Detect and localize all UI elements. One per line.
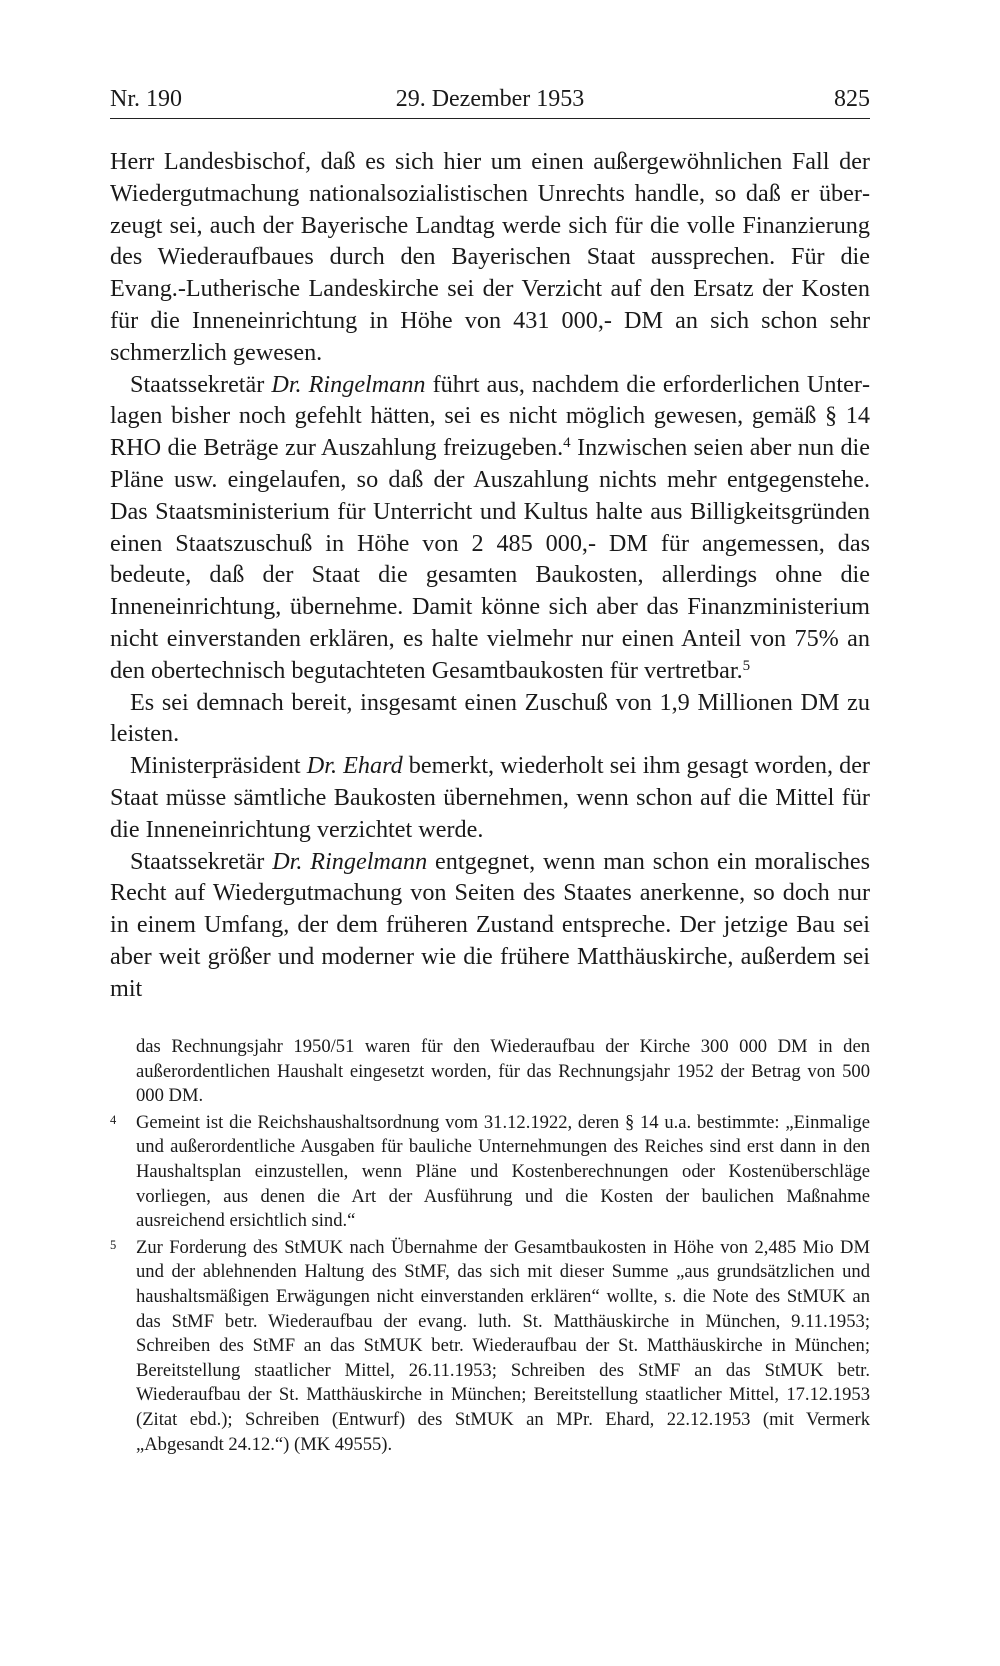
paragraph-4: [110, 750, 870, 845]
paragraph-2-text-c: Inzwischen seien aber nun die Pläne usw. eingelaufen, so daß der Auszahlung nichts mehr entgegenstehe. Das Staatsministerium für Unterricht und Kultus halte aus Billigkeitsgründen einen Staatszuschuß in Höhe von 2 485 000,- DM für angemessen, das bedeute, daß der Staat die gesamten Baukosten, allerdings ohne die Inneneinrichtung, übernehme. Damit könne sich aber das Finanzministerium nicht einverstanden erklären, es halte vielmehr nur einen Anteil von 75% an den obertechnisch begutachteten Gesamtbaukosten für vertretbar.: [110, 434, 870, 684]
document-number: Nr. 190: [110, 86, 182, 112]
paragraph-1: Herr Landesbischof, daß es sich hier um einen außergewöhnlichen Fall der Wiedergutmachung nationalsozialistischen Unrechts handle, so daß er überzeugt sei, auch der Bayerische Landtag werde sich für die volle Finanzierung des Wiederaufbaues durch den Bayerischen Staat aussprechen. Für die Evang.-Lutherische Landeskirche sei der Verzicht auf den Ersatz der Kosten für die Inneneinrichtung in Höhe von 431 000,- DM an sich schon sehr schmerzlich gewesen.: [110, 148, 870, 366]
paragraph-2-text-a: Staatssekretär: [130, 370, 272, 398]
footnote-5: [110, 1236, 870, 1457]
footnote-text: Zur Forderung des StMUK nach Übernahme der Gesamtbaukosten in Höhe von 2,485 Mio DM und der ablehnenden Haltung des StMF, das sich mit dieser Summe „aus grundsätzlichen und haushaltsmäßigen Erwägungen nicht einverstanden erklären“ wollte, s. die Note des StMUK an das StMF betr. Wiederaufbau der evang. luth. St. Matthäuskirche in München, 9.11.1953; Schreiben des StMF an das StMUK betr. Wiederaufbau der St. Matthäuskirche in München; Bereitstellung staatlicher Mittel, 26.11.1953; Schreiben des StMF an das StMUK betr. Wiederaufbau der St. Matthäuskirche in München; Bereitstellung staatlicher Mittel, 17.12.1953 (Zitat ebd.); Schreiben (Entwurf) des StMUK an MPr. Ehard, 22.12.1953 (mit Vermerk „Abgesandt 24.12.“) (MK 49555).: [136, 1236, 870, 1455]
footnote-4: [110, 1111, 870, 1234]
footnote-text: Gemeint ist die Reichshaushaltsordnung vom 31.12.1922, deren § 14 u.a. bestimmte: „Einmalige und außerordentliche Ausgaben für bauliche Unternehmungen des Reiches sind erst dann in den Haushaltsplan einzustellen, wenn Pläne und Kostenberechnungen oder Kostenüberschläge vorliegen, aus denen die Art der Ausführung und die Kosten der baulichen Maßnahme ausreichend ersichtlich sind.“: [136, 1111, 870, 1232]
speaker-name: Dr. Ringelmann: [272, 847, 428, 875]
paragraph-2: [110, 369, 870, 687]
paragraph-5: [110, 846, 870, 1005]
footnote-ref-4: 4: [563, 435, 571, 452]
paragraph-5-text-a: Staatssekretär: [130, 847, 273, 875]
speaker-name: Dr. Ringelmann: [271, 370, 426, 398]
footnote-number: 4: [110, 1112, 117, 1127]
paragraph-3: Es sei demnach bereit, insgesamt einen Zuschuß von 1,9 Millionen DM zu leisten.: [110, 688, 870, 748]
paragraph-4-text-a: Ministerpräsident: [130, 752, 307, 780]
paragraph-2-text-b: führt aus, nachdem die erforderlichen Unterlagen bisher noch gefehlt hätten, sei es nicht möglich gewesen, gemäß § 14 RHO die Beträge zur Auszahlung freizugeben.: [110, 370, 870, 462]
speaker-name: Dr. Ehard: [306, 752, 403, 780]
page-number: 825: [834, 86, 870, 112]
paragraph-4-text-b: bemerkt, wiederholt sei ihm gesagt worden, der Staat müsse sämtliche Baukosten übernehmen, wenn schon auf die Mittel für die Inneneinrichtung verzichtet werde.: [110, 752, 870, 843]
footnote-ref-5: 5: [742, 657, 751, 674]
paragraph-5-text-b: entgegnet, wenn man schon ein moralisches Recht auf Wiedergutmachung von Seiten des Staates anerkenne, so doch nur in einem Umfang, der dem früheren Zustand entspreche. Der jetzige Bau sei aber weit größer und moderner wie die frühere Matthäuskirche, außerdem sei mit: [110, 847, 870, 1002]
footnote-number: 5: [110, 1237, 117, 1252]
header-date: 29. Dezember 1953: [395, 86, 585, 112]
running-header: [110, 82, 870, 119]
main-text: [110, 146, 870, 1005]
footnote-continuation: das Rechnungsjahr 1950/51 waren für den Wiederaufbau der Kirche 300 000 DM in den außerordentlichen Haushalt eingesetzt worden, für das Rechnungsjahr 1952 der Betrag von 500 000 DM.: [136, 1036, 870, 1107]
footnotes: [110, 1035, 870, 1459]
